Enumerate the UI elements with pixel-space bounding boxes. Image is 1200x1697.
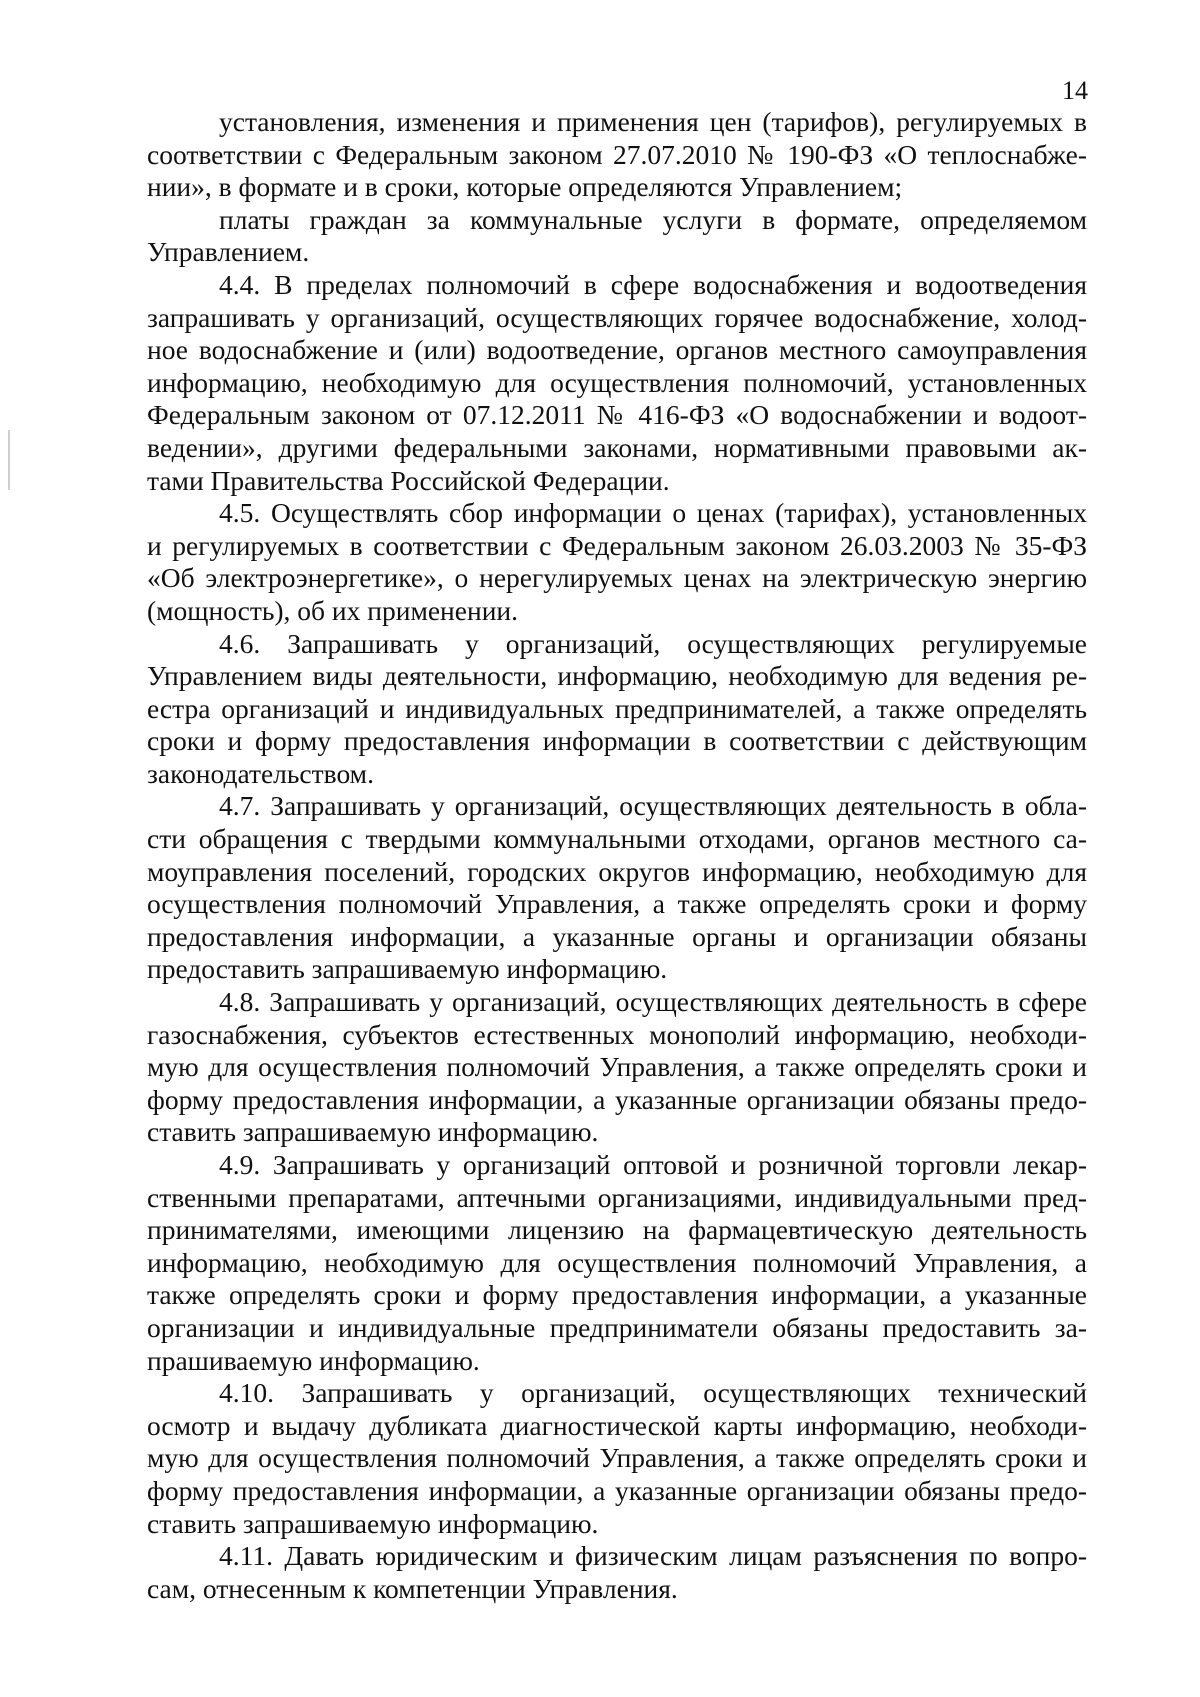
scan-edge-mark xyxy=(8,430,10,490)
text-line: мую для осуществления полномочий Управления, а также определять сроки и xyxy=(147,1051,1087,1083)
text-line: организации и индивидуальные предприниматели обязаны предоставить за- xyxy=(147,1311,1087,1343)
text-line: мую для осуществления полномочий Управления, а также определять сроки и xyxy=(147,1442,1087,1474)
text-line: нии», в формате и в сроки, которые определяются Управлением; xyxy=(147,171,903,203)
text-line: газоснабжения, субъектов естественных монополий информацию, необходи- xyxy=(147,1018,1087,1050)
text-line: тами Правительства Российской Федерации. xyxy=(147,464,670,496)
text-line: также определять сроки и форму предоставления информации, а указанные xyxy=(147,1279,1087,1311)
text-line: форму предоставления информации, а указанные организации обязаны предо- xyxy=(147,1474,1087,1506)
text-line: информацию, необходимую для осуществления полномочий, установленных xyxy=(147,366,1087,398)
paragraph xyxy=(147,204,1087,269)
paragraph xyxy=(147,1540,1087,1605)
text-line: 4.4. В пределах полномочий в сфере водоснабжения и водоотведения xyxy=(219,268,1087,300)
text-line: ставить запрашиваемую информацию. xyxy=(147,1116,599,1148)
text-line: 4.9. Запрашивать у организаций оптовой и розничной торговли лекар- xyxy=(219,1149,1087,1180)
text-line: 4.10. Запрашивать у организаций, осуществляющих технический xyxy=(219,1377,1087,1409)
text-line: прашиваемую информацию. xyxy=(147,1344,480,1376)
paragraph xyxy=(147,986,1087,1149)
text-line: законодательством. xyxy=(147,757,374,789)
text-line: сти обращения с твердыми коммунальными отходами, органов местного са- xyxy=(147,823,1087,855)
text-line: запрашивать у организаций, осуществляющих горячее водоснабжение, холод- xyxy=(147,301,1087,333)
text-line: ведении», другими федеральными законами, нормативными правовыми ак- xyxy=(147,431,1087,463)
paragraph xyxy=(147,269,1087,497)
text-line: ственными препаратами, аптечными организациями, индивидуальными пред- xyxy=(147,1181,1087,1213)
text-line: Управлением. xyxy=(147,236,310,268)
paragraph xyxy=(147,1377,1087,1540)
paragraph xyxy=(147,790,1087,986)
document-body xyxy=(147,106,1087,1605)
text-line: естра организаций и индивидуальных предпринимателей, а также определять xyxy=(147,692,1087,724)
paragraph xyxy=(147,106,1087,204)
text-line: (мощность), об их применении. xyxy=(147,594,519,626)
page-number: 14 xyxy=(1062,76,1088,105)
text-line: ное водоснабжение и (или) водоотведение, органов местного самоуправления xyxy=(147,334,1087,366)
text-line: предоставить запрашиваемую информацию. xyxy=(147,953,668,985)
paragraph xyxy=(147,1149,1087,1377)
text-line: 4.6. Запрашивать у организаций, осуществляющих регулируемые xyxy=(219,627,1087,659)
text-line: ставить запрашиваемую информацию. xyxy=(147,1507,599,1539)
text-line: «Об электроэнергетике», о нерегулируемых ценах на электрическую энергию xyxy=(147,562,1087,594)
text-line: 4.11. Давать юридическим и физическим лицам разъяснения по вопро- xyxy=(219,1540,1087,1572)
text-line: осуществления полномочий Управления, а также определять сроки и форму xyxy=(147,888,1087,920)
text-line: принимателями, имеющими лицензию на фармацевтическую деятельность xyxy=(147,1214,1087,1246)
text-line: 4.8. Запрашивать у организаций, осуществляющих деятельность в сфере xyxy=(219,986,1087,1018)
text-line: сам, отнесенным к компетенции Управления. xyxy=(147,1572,678,1604)
text-line: соответствии с Федеральным законом 27.07.2010 № 190-ФЗ «О теплоснабже- xyxy=(147,138,1087,170)
paragraph xyxy=(147,497,1087,627)
paragraph xyxy=(147,628,1087,791)
text-line: информацию, необходимую для осуществления полномочий Управления, а xyxy=(147,1246,1087,1278)
text-line: Федеральным законом от 07.12.2011 № 416-ФЗ «О водоснабжении и водоот- xyxy=(147,399,1087,431)
text-line: Управлением виды деятельности, информацию, необходимую для ведения ре- xyxy=(147,660,1087,692)
text-line: платы граждан за коммунальные услуги в формате, определяемом xyxy=(219,203,1087,235)
text-line: моуправления поселений, городских округов информацию, необходимую для xyxy=(147,855,1087,887)
text-line: осмотр и выдачу дубликата диагностической карты информацию, необходи- xyxy=(147,1409,1087,1441)
text-line: предоставления информации, а указанные органы и организации обязаны xyxy=(147,920,1087,952)
text-line: 4.7. Запрашивать у организаций, осуществляющих деятельность в обла- xyxy=(219,790,1087,822)
text-line: и регулируемых в соответствии с Федеральным законом 26.03.2003 № 35-ФЗ xyxy=(147,529,1087,561)
text-line: сроки и форму предоставления информации в соответствии с действующим xyxy=(147,725,1087,757)
text-line: установления, изменения и применения цен (тарифов), регулируемых в xyxy=(219,106,1087,137)
text-line: форму предоставления информации, а указанные организации обязаны предо- xyxy=(147,1083,1087,1115)
text-line: 4.5. Осуществлять сбор информации о ценах (тарифах), установленных xyxy=(219,497,1087,529)
